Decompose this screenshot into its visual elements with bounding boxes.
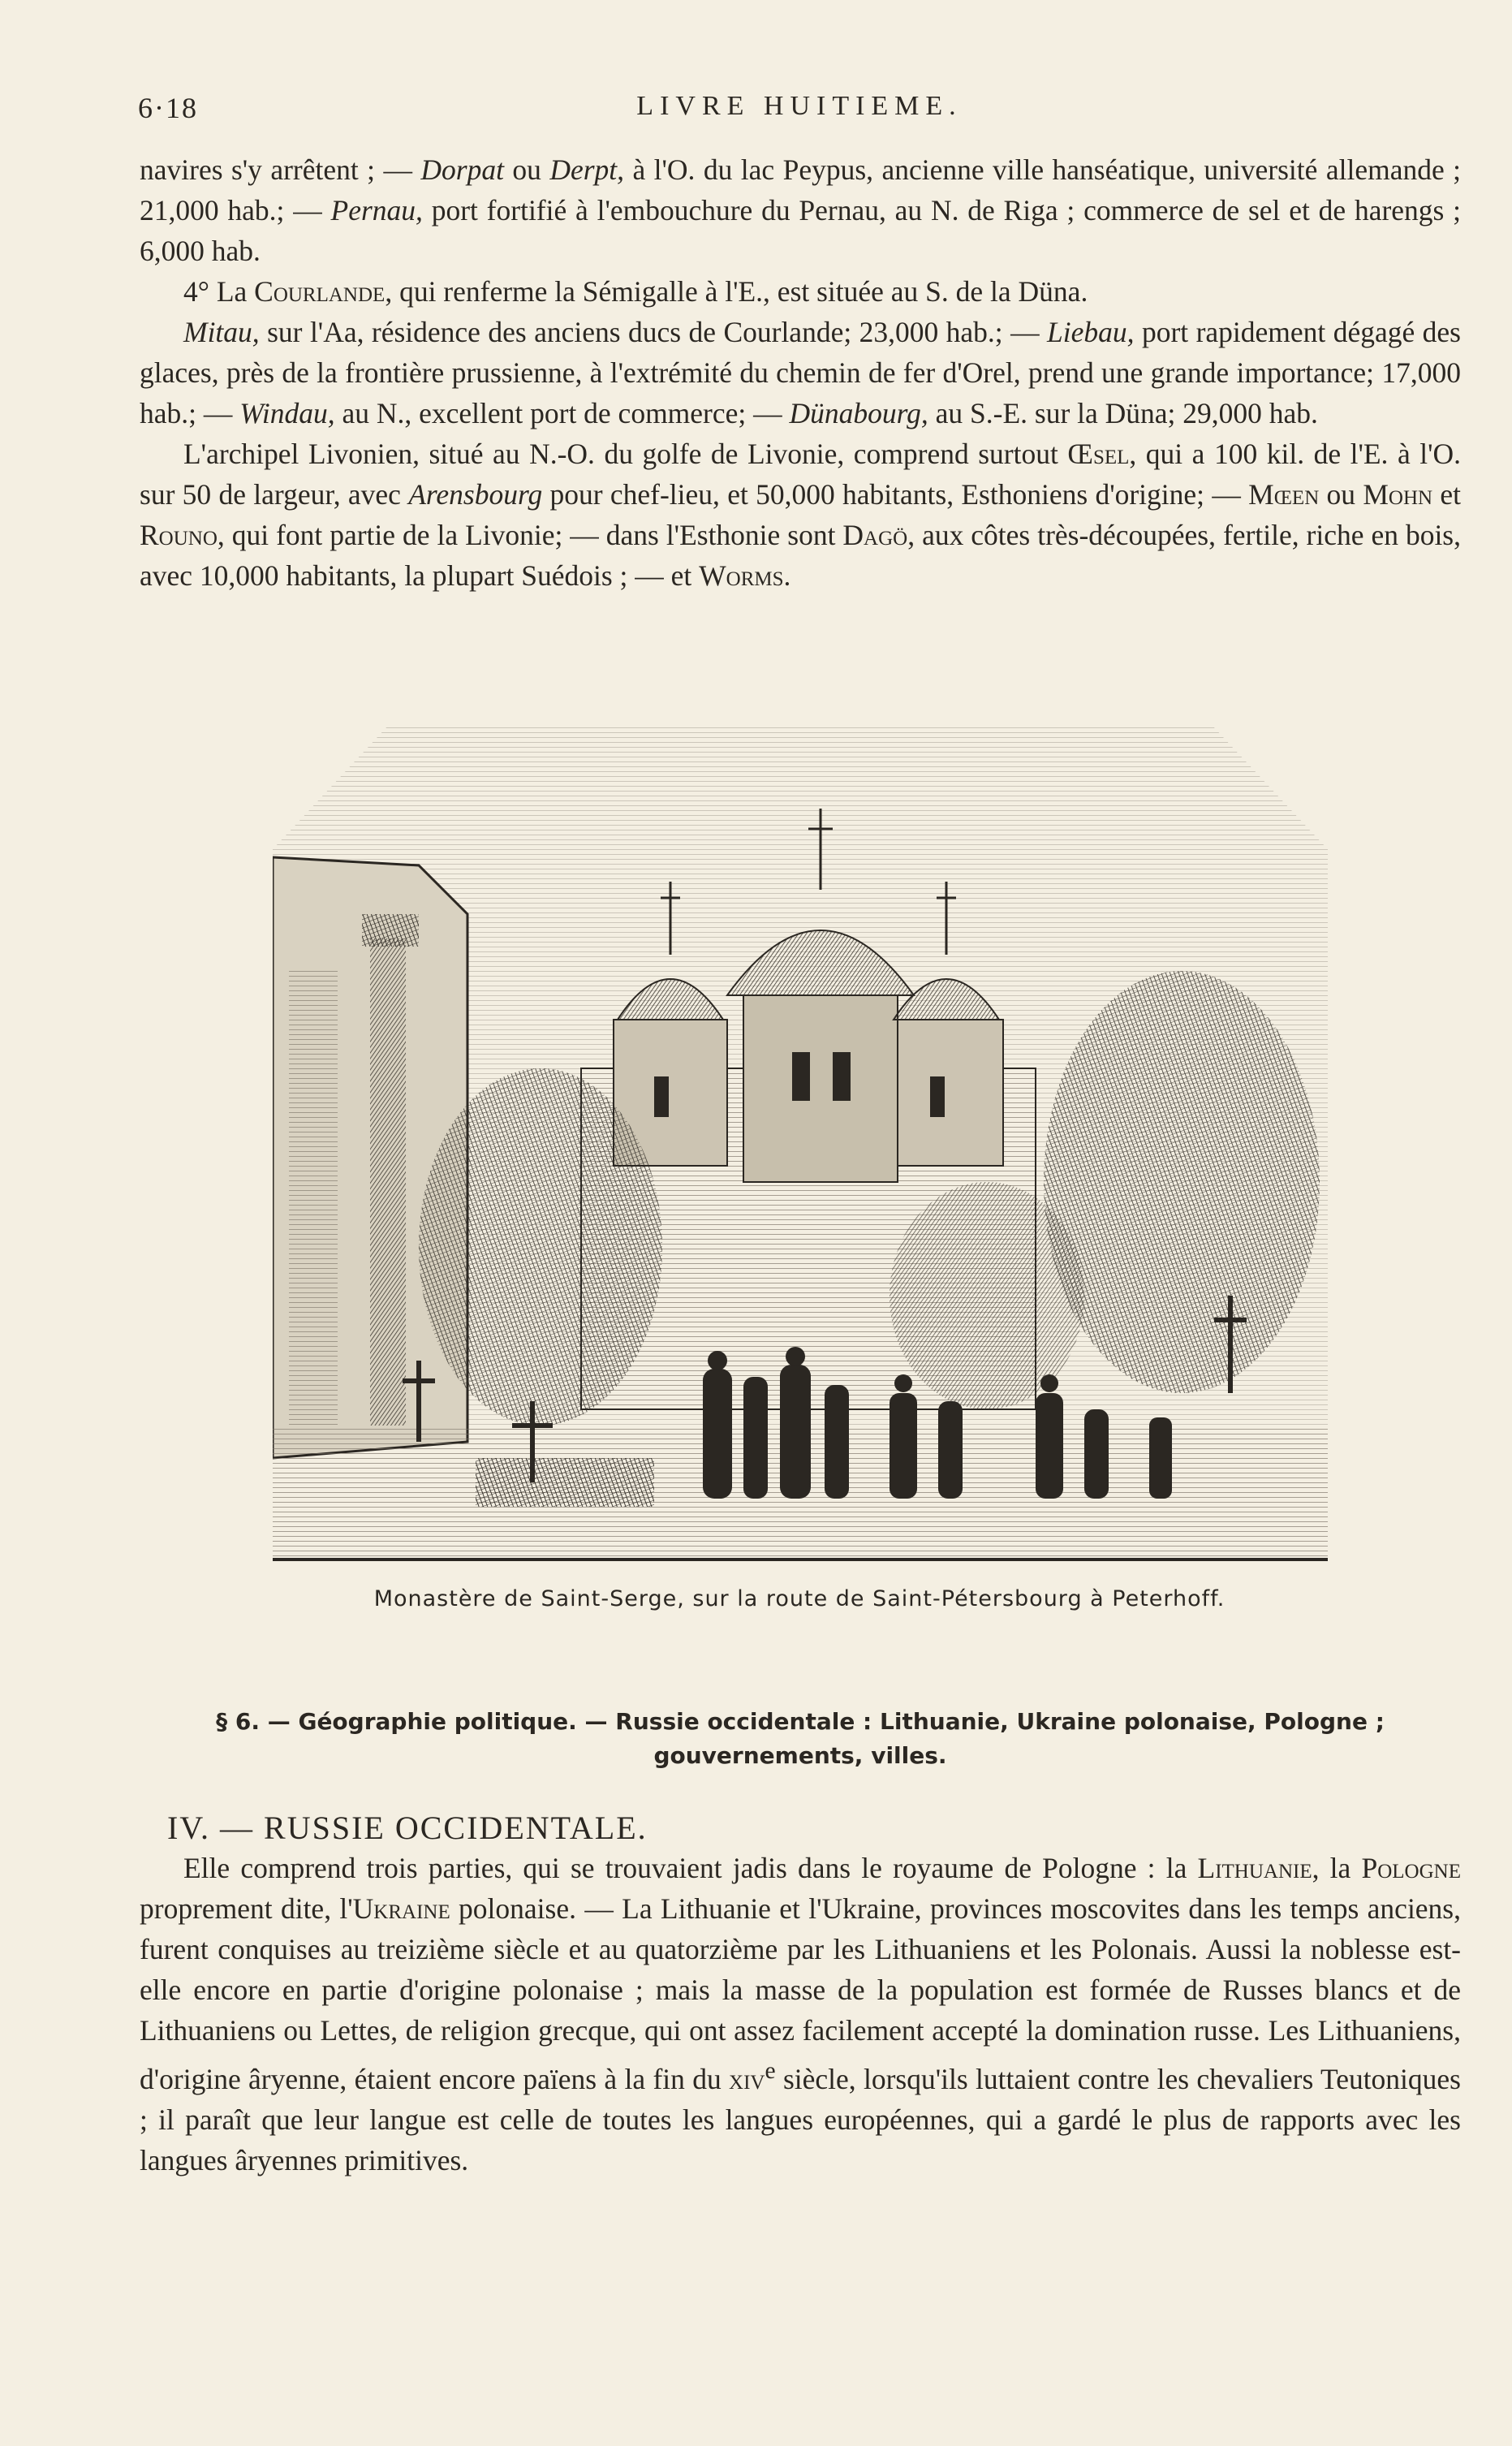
place-arensbourg: Arensbourg [408, 478, 543, 511]
place-liebau: Liebau, [1047, 316, 1135, 348]
fence [476, 1458, 654, 1507]
place-dorpat: Dorpat [420, 153, 504, 186]
paragraph-mitau-liebau: Mitau, sur l'Aa, résidence des anciens ducs de Courlande; 23,000 hab.; — Liebau, port rapidement dégagé des glaces, près de la frontière prussienne, à l'extrémité du chemin de fer d'Orel, prend une grande importance; 17,000 hab.; — Windau, au N., excellent port de commerce; — Dünabourg, au S.-E. sur la Düna; 29,000 hab. [140, 316, 1461, 429]
place-mitau: Mitau, [183, 316, 260, 348]
paragraph-russie-occidentale: Elle comprend trois parties, qui se trouvaient jadis dans le royaume de Pologne : la Lithuanie, la Pologne proprement dite, l'Ukraine polonaise. — La Lithuanie et l'Ukraine, provinces moscovites dans les temps anciens, furent conquises au treizième siècle et au quatorzième par les Lithuaniens et les Polonais. Aussi la noblesse est-elle encore en partie d'origine polonaise ; mais la masse de la population est formée de Russes blancs et de Lithuaniens ou Lettes, de religion grecque, qui ont assez facilement accepté la domination russe. Les Lithuaniens, d'origine âryenne, étaient encore païens à la fin du xiv$^e$ siècle, lorsqu'ils luttaient contre les chevaliers Teutoniques ; il paraît que leur langue est celle de toutes les langues européennes, qui a gardé le plus de rapports avec les langues âryennes primitives. [140, 1852, 1462, 2176]
page-number: 6·18 [138, 92, 198, 124]
paragraph-courlande: 4° La Courlande, qui renferme la Sémigalle à l'E., est située au S. de la Düna. [183, 275, 1088, 308]
chapter-title: IV. — RUSSIE OCCIDENTALE. [167, 1810, 648, 1846]
island-worms: Worms [699, 559, 784, 592]
upper-text-block [140, 149, 1461, 596]
island-oesel: Œsel [1067, 438, 1130, 470]
engraving-illustration [273, 727, 1328, 1564]
figure-caption: Monastère de Saint-Serge, sur la route de Saint-Pétersbourg à Peterhoff. [373, 1586, 1226, 1611]
island-rouno: Rouno [140, 519, 218, 551]
paragraph-dorpat-pernau: navires s'y arrêtent ; — Dorpat ou Derpt, à l'O. du lac Peypus, ancienne ville hanséatique, université allemande ; 21,000 hab.; — Pernau, port fortifié à l'embouchure du Pernau, au N. de Riga ; commerce de sel et de harengs ; 6,000 hab. [140, 153, 1461, 267]
paragraph-archipel: L'archipel Livonien, situé au N.-O. du golfe de Livonie, comprend surtout Œsel, qui a 100 kil. de l'E. à l'O. sur 50 de largeur, avec Arensbourg pour chef-lieu, et 50,000 habitants, Esthoniens d'origine; — Mœen ou Mohn et Rouno, qui font partie de la Livonie; — dans l'Esthonie sont Dagö, aux côtes très-découpées, fertile, riche en bois, avec 10,000 habitants, la plupart Suédois ; — et Worms. [140, 438, 1461, 592]
running-header [138, 91, 1461, 140]
section-heading-line-2: gouvernements, villes. [653, 1742, 947, 1769]
region-pologne: Pologne [1361, 1852, 1461, 1884]
place-derpt: Derpt, [549, 153, 625, 186]
section-heading-line-1: § 6. — Géographie politique. — Russie occidentale : Lithuanie, Ukraine polonaise, Pologne ; [216, 1708, 1385, 1735]
monastery-engraving [273, 727, 1328, 1564]
region-ukraine: Ukraine [352, 1892, 450, 1925]
island-dago: Dagö [842, 519, 908, 551]
island-mohn: Mohn [1363, 478, 1433, 511]
island-moeen: Mœen [1248, 478, 1320, 511]
region-lithuanie: Lithuanie [1197, 1852, 1312, 1884]
century-numeral: xiv [729, 2062, 765, 2095]
century-superscript: e [765, 2058, 776, 2084]
lower-text-block [140, 1848, 1461, 2181]
place-pernau: Pernau, [330, 194, 423, 226]
section-heading [140, 1705, 1461, 1773]
place-dunabourg: Dünabourg, [789, 397, 928, 429]
region-courlande: Courlande [254, 275, 386, 308]
place-windau: Windau, [239, 397, 335, 429]
running-title: LIVRE HUITIEME. [636, 91, 963, 121]
